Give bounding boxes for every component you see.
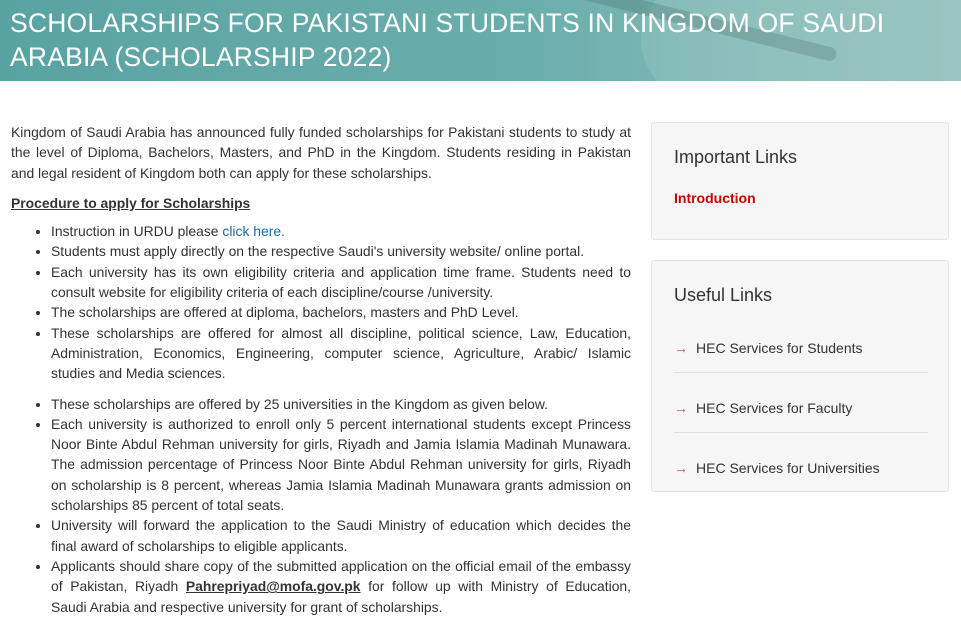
list-item: • These scholarships are offered by 25 universities in the Kingdom as given below. <box>51 394 631 414</box>
list-item: • These scholarships are offered for almost all discipline, political science, Law, Education, Administration, Economics, Engineering, computer science, Agriculture, Arabic/ Islamic studies and Media sciences. <box>51 323 631 384</box>
useful-link-universities[interactable] <box>674 433 928 493</box>
article-body <box>11 122 631 617</box>
useful-links-card <box>651 260 949 492</box>
email-instruction-suffix: for follow up with Ministry of Education, Saudi Arabia and respective university for grant of scholarships. <box>51 578 632 615</box>
urdu-instruction-text: Instruction in URDU please <box>51 223 219 240</box>
embassy-email-link[interactable]: Pahrepriyad@mofa.gov.pk <box>185 578 361 595</box>
urdu-click-here-link[interactable]: click here. <box>222 223 285 240</box>
details-list <box>11 394 631 617</box>
page-title: SCHOLARSHIPS FOR PAKISTANI STUDENTS IN KINGDOM OF SAUDI ARABIA (SCHOLARSHIP 2022) <box>10 8 885 72</box>
procedure-list <box>11 221 631 383</box>
useful-links-list <box>674 313 928 493</box>
important-links-card <box>651 122 949 240</box>
useful-links-heading: Useful Links <box>674 285 773 305</box>
email-instruction-text: Applicants should share copy of the submitted application on the official email of the embassy of Pakistan, Riyadh <box>51 557 631 595</box>
useful-link-students[interactable] <box>674 313 928 373</box>
important-links-heading: Important Links <box>674 147 798 167</box>
arrow-right-icon: → <box>674 460 688 476</box>
list-item <box>51 221 631 241</box>
useful-link-label: HEC Services for Students <box>696 339 863 356</box>
list-item: • The scholarships are offered at diploma, bachelors, masters and PhD Level. <box>51 302 631 322</box>
introduction-link[interactable]: Introduction <box>674 190 756 206</box>
list-item: • Each university is authorized to enroll only 5 percent international students except Princess Noor Binte Abdul Rehman university for girls, Riyadh and Jamia Islamia Madinah Munawara. The admission percentage of Princess Noor Binte Abdul Rehman university for girls, Riyadh on scholarship is 8 percent, whereas Jamia Islamia Madinah Munawara grants admission on scholarships 85 percent of total seats. <box>51 414 631 515</box>
useful-link-label: HEC Services for Faculty <box>696 399 853 416</box>
page-banner <box>0 0 961 81</box>
useful-link-label: HEC Services for Universities <box>696 460 880 476</box>
list-item <box>51 556 631 617</box>
list-item: • University will forward the application to the Saudi Ministry of education which decides the final award of scholarships to eligible applicants. <box>51 515 631 556</box>
intro-paragraph: Kingdom of Saudi Arabia has announced fully funded scholarships for Pakistani students to study at the level of Diploma, Bachelors, Masters, and PhD in the Kingdom. Students residing in Pakistan and legal resident of Kingdom both can apply for these scholarships. <box>11 124 631 181</box>
list-item: • Students must apply directly on the respective Saudi's university website/ online portal. <box>51 241 631 261</box>
useful-link-faculty[interactable] <box>674 373 928 433</box>
procedure-heading: Procedure to apply for Scholarships <box>11 194 251 211</box>
list-item: • Each university has its own eligibility criteria and application time frame. Students need to consult website for eligibility criteria of each discipline/course /university. <box>51 262 631 303</box>
arrow-right-icon: → <box>674 399 688 416</box>
arrow-right-icon: → <box>674 339 688 356</box>
